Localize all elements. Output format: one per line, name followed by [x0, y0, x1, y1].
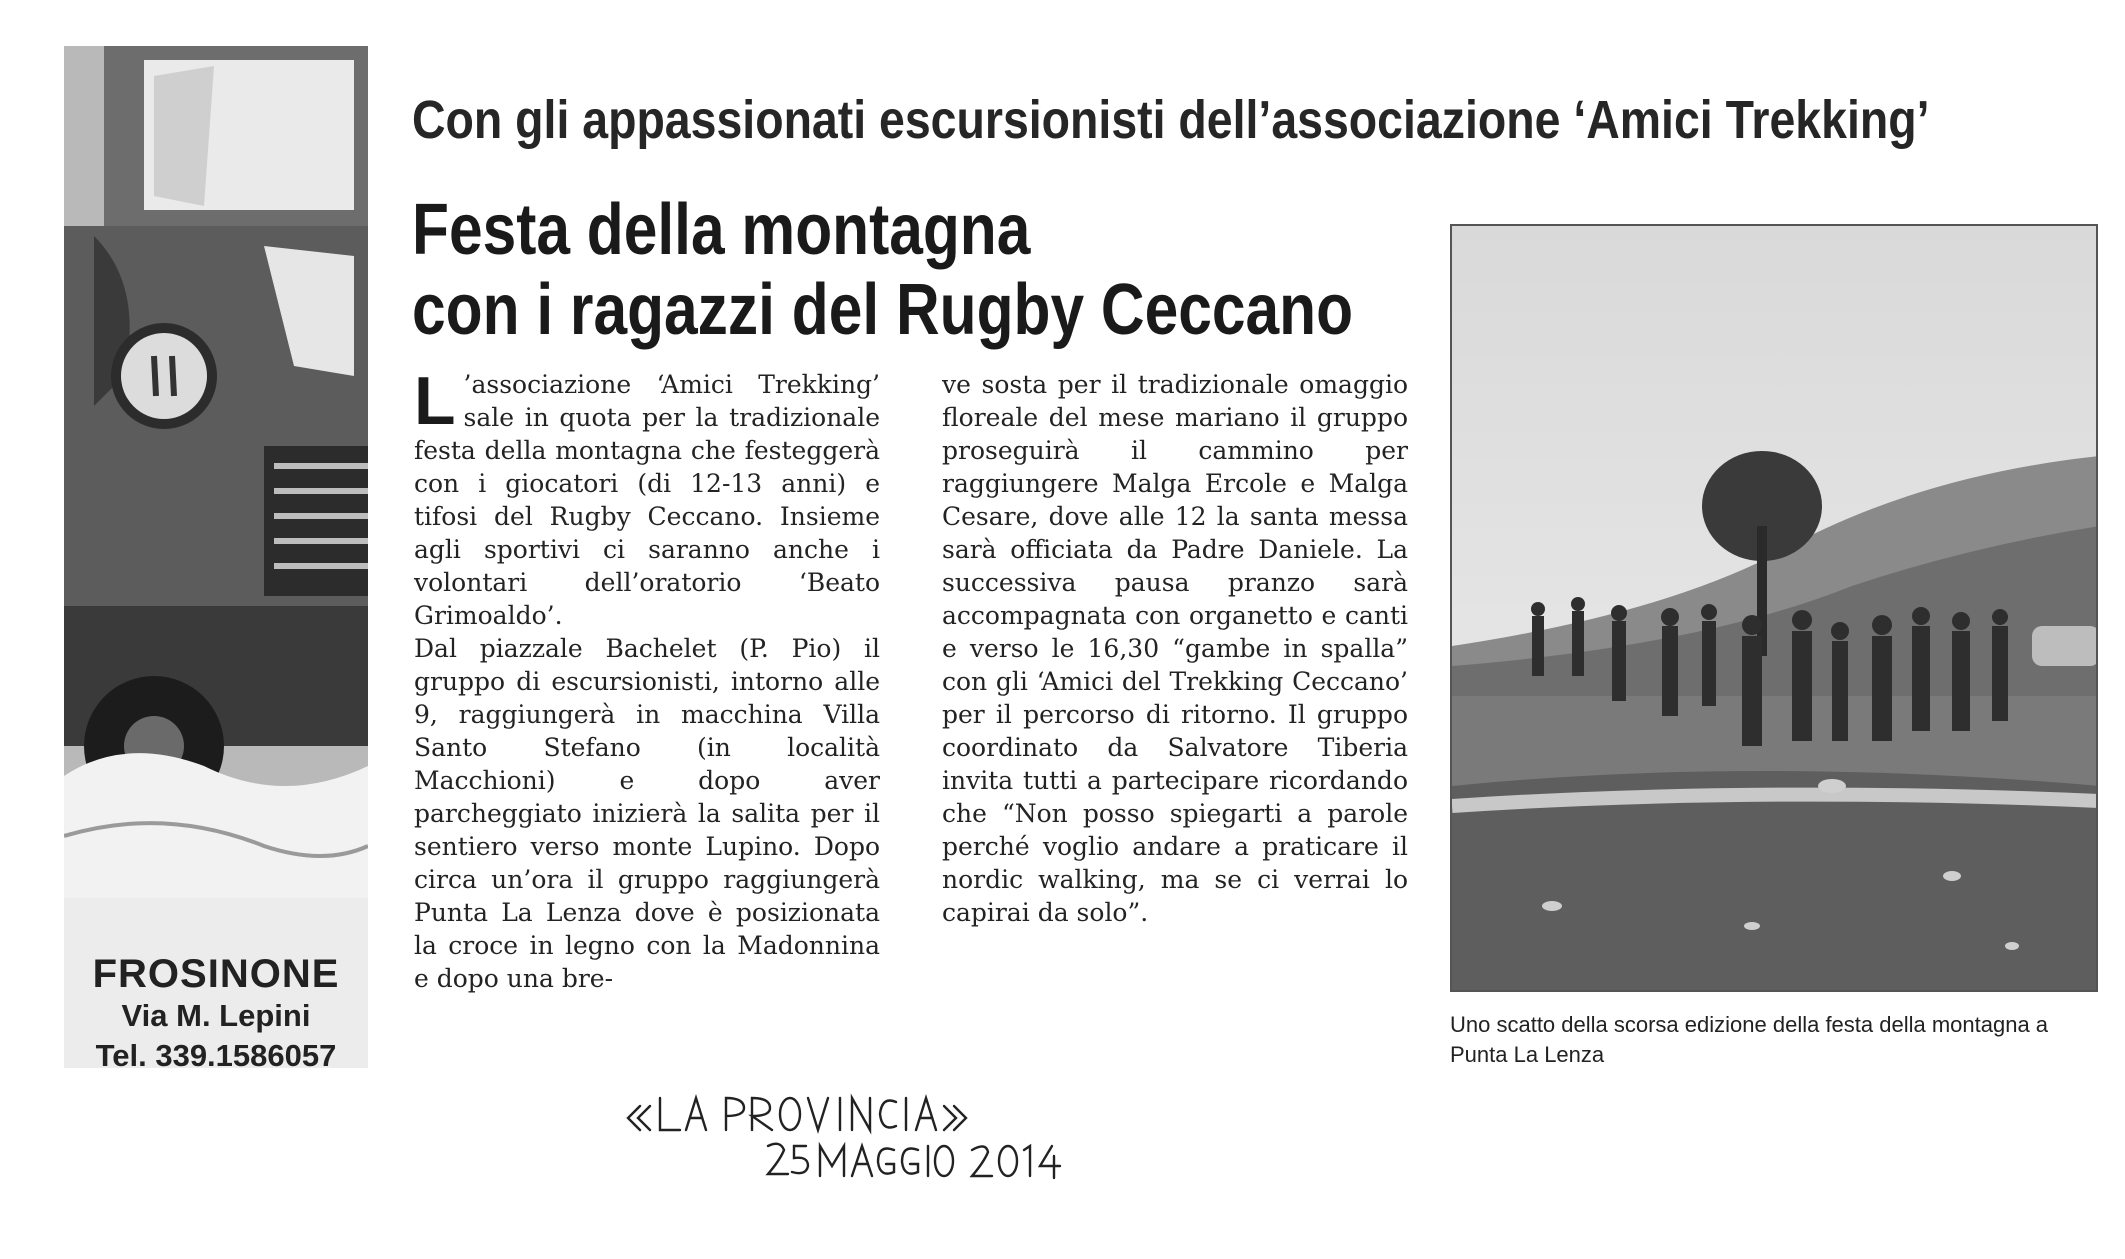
paragraph-1 — [414, 363, 880, 632]
advertisement — [64, 46, 368, 1068]
paragraph-1-text: ’associazione ‘Amici Trekking’ sale in quota per la tradizionale festa della montagna che festeggerà con i giocatori (di 12-13 anni) e tifosi del Rugby Ceccano. Insieme agli sportivi ci saranno anche i volontari dell’oratorio ‘Beato Grimoaldo’. — [414, 370, 880, 630]
article-kicker: Con gli appassionati escursionisti dell’associazione ‘Amici Trekking’ — [412, 90, 1930, 150]
ad-address: Via M. Lepini — [121, 998, 311, 1033]
hiking-group-photo — [1452, 226, 2098, 992]
article-photo — [1450, 224, 2098, 992]
article-column-1 — [414, 363, 880, 995]
paragraph-3: ve sosta per il tradizionale omaggio floreale del mese mariano il gruppo proseguirà il cammino per raggiungere Malga Ercole e Malga Cesare, dove alle 12 la santa messa sarà officiata da Padre Daniele. La successiva pausa pranzo sarà accompagnata con organetto e canti e verso le 16,30 “gambe in spalla” con gli ‘Amici del Trekking Ceccano’ per il percorso di ritorno. Il gruppo coordinato da Salvatore Tiberia invita tutti a partecipare ricordando che “Non posso spiegarti a parole perché voglio andare a praticare il nordic walking, ma se ci verrai lo capirai da solo”. — [942, 370, 1408, 927]
handwritten-source-note — [620, 1076, 1180, 1186]
article-headline — [412, 190, 1353, 350]
ad-city: FROSINONE — [92, 952, 340, 996]
headline-line-1: Festa della montagna — [412, 190, 1031, 270]
paragraph-2: Dal piazzale Bachelet (P. Pio) il gruppo di escursionisti, intorno alle 9, raggiungerà in macchina Villa Santo Stefano (in località Macchioni) e dopo aver parcheggiato inizierà la salita per il sentiero verso monte Lupino. Dopo circa un’ora il gruppo raggiungerà Punta La Lenza dove è posizionata la croce in legno con la Madonnina e dopo una bre- — [414, 634, 880, 993]
photo-caption: Uno scatto della scorsa edizione della festa della montagna a Punta La Lenza — [1450, 1012, 2049, 1067]
ad-contact-box — [64, 898, 368, 1068]
ad-vehicle-graphic — [64, 46, 368, 898]
drop-cap: L — [414, 363, 456, 439]
headline-line-2: con i ragazzi del Rugby Ceccano — [412, 270, 1354, 350]
article-column-2 — [942, 368, 1408, 929]
ad-phone: Tel. 339.1586057 — [95, 1038, 337, 1068]
